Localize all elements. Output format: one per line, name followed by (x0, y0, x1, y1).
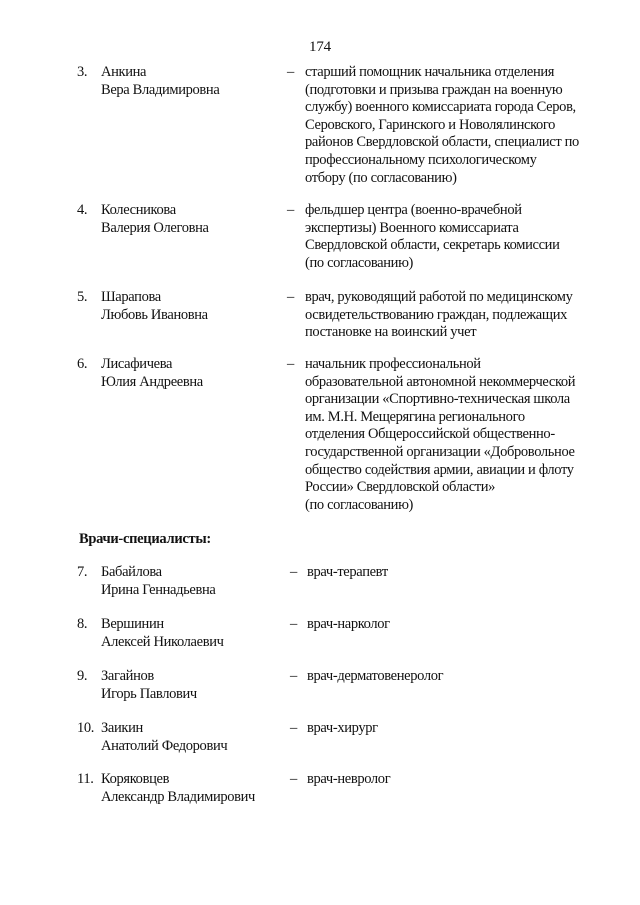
entry-number: 9. (77, 668, 88, 684)
dash-separator: – (290, 616, 297, 632)
surname: Шарапова (101, 289, 161, 305)
specialist-entry (0, 616, 640, 652)
dash-separator: – (287, 356, 294, 372)
description-line: (по согласованию) (305, 496, 414, 513)
description-line: службу) военного комиссариата города Серов, (305, 99, 576, 116)
description-line: начальник профессиональной (305, 356, 481, 372)
role-text: врач-терапевт (307, 564, 388, 580)
dash-separator: – (287, 202, 294, 218)
dash-separator: – (290, 564, 297, 580)
specialist-name (101, 720, 281, 755)
surname: Бабайлова (101, 564, 162, 580)
member-description (305, 64, 625, 187)
specialist-name (101, 771, 281, 806)
description-line: (по согласованию) (305, 254, 414, 271)
member-name (101, 356, 281, 391)
description-line: (подготовки и призыва граждан на военную (305, 81, 563, 98)
description-line: постановке на воинский учет (305, 324, 477, 341)
surname: Лисафичева (101, 356, 173, 372)
specialist-role (307, 616, 627, 634)
surname: Колесникова (101, 202, 176, 218)
member-entry (0, 64, 640, 194)
member-entry (0, 202, 640, 278)
description-line: районов Свердловской области, специалист по (305, 134, 579, 151)
entry-number: 4. (77, 202, 88, 218)
specialist-name (101, 616, 281, 651)
specialist-role (307, 771, 627, 789)
description-line: им. М.Н. Мещерягина регионального (305, 408, 525, 425)
entry-number: 3. (77, 64, 88, 80)
entry-number: 8. (77, 616, 88, 632)
member-description (305, 289, 625, 342)
member-description (305, 202, 625, 272)
description-line: Свердловской области, секретарь комиссии (305, 237, 560, 254)
given-name: Анатолий Федорович (101, 737, 228, 754)
member-entry (0, 289, 640, 347)
description-line: образовательной автономной некоммерческой (305, 373, 576, 390)
specialist-role (307, 720, 627, 738)
specialist-role (307, 668, 627, 686)
surname: Анкина (101, 64, 147, 80)
member-entry (0, 356, 640, 521)
description-line: Серовского, Гаринского и Новолялинского (305, 116, 556, 133)
specialist-entry (0, 668, 640, 704)
specialist-role (307, 564, 627, 582)
specialist-name (101, 564, 281, 599)
description-line: старший помощник начальника отделения (305, 64, 555, 80)
member-name (101, 202, 281, 237)
dash-separator: – (290, 771, 297, 787)
description-line: отделения Общероссийской общественно- (305, 426, 555, 443)
entry-number: 10. (77, 720, 95, 736)
description-line: фельдшер центра (военно-врачебной (305, 202, 522, 218)
surname: Заикин (101, 720, 143, 736)
role-text: врач-хирург (307, 720, 378, 736)
specialist-entry (0, 771, 640, 807)
description-line: врач, руководящий работой по медицинскому (305, 289, 573, 305)
specialist-entry (0, 564, 640, 600)
given-name: Юлия Андреевна (101, 373, 203, 390)
given-name: Вера Владимировна (101, 81, 220, 98)
given-name: Игорь Павлович (101, 685, 197, 702)
role-text: врач-дерматовенеролог (307, 668, 444, 684)
page-number: 174 (309, 39, 331, 55)
specialist-entry (0, 720, 640, 756)
role-text: врач-невролог (307, 771, 391, 787)
description-line: государственной организации «Добровольное (305, 443, 575, 460)
specialist-name (101, 668, 281, 703)
dash-separator: – (290, 668, 297, 684)
given-name: Ирина Геннадьевна (101, 581, 216, 598)
description-line: отбору (по согласованию) (305, 169, 457, 186)
entry-number: 6. (77, 356, 88, 372)
given-name: Любовь Ивановна (101, 306, 208, 323)
surname: Вершинин (101, 616, 164, 632)
dash-separator: – (287, 64, 294, 80)
section-heading: Врачи-специалисты: (79, 531, 211, 547)
given-name: Валерия Олеговна (101, 219, 209, 236)
given-name: Алексей Николаевич (101, 633, 224, 650)
description-line: организации «Спортивно-техническая школа (305, 391, 570, 408)
entry-number: 7. (77, 564, 88, 580)
entry-number: 11. (77, 771, 94, 787)
entry-number: 5. (77, 289, 88, 305)
member-description (305, 356, 625, 514)
dash-separator: – (290, 720, 297, 736)
member-name (101, 64, 281, 99)
description-line: России» Свердловской области» (305, 479, 496, 496)
role-text: врач-нарколог (307, 616, 390, 632)
dash-separator: – (287, 289, 294, 305)
description-line: общество содействия армии, авиации и флоту (305, 461, 574, 478)
surname: Загайнов (101, 668, 154, 684)
description-line: освидетельствованию граждан, подлежащих (305, 306, 568, 323)
member-name (101, 289, 281, 324)
given-name: Александр Владимирович (101, 788, 256, 805)
description-line: экспертизы) Военного комиссариата (305, 219, 519, 236)
description-line: профессиональному психологическому (305, 151, 537, 168)
surname: Коряковцев (101, 771, 170, 787)
